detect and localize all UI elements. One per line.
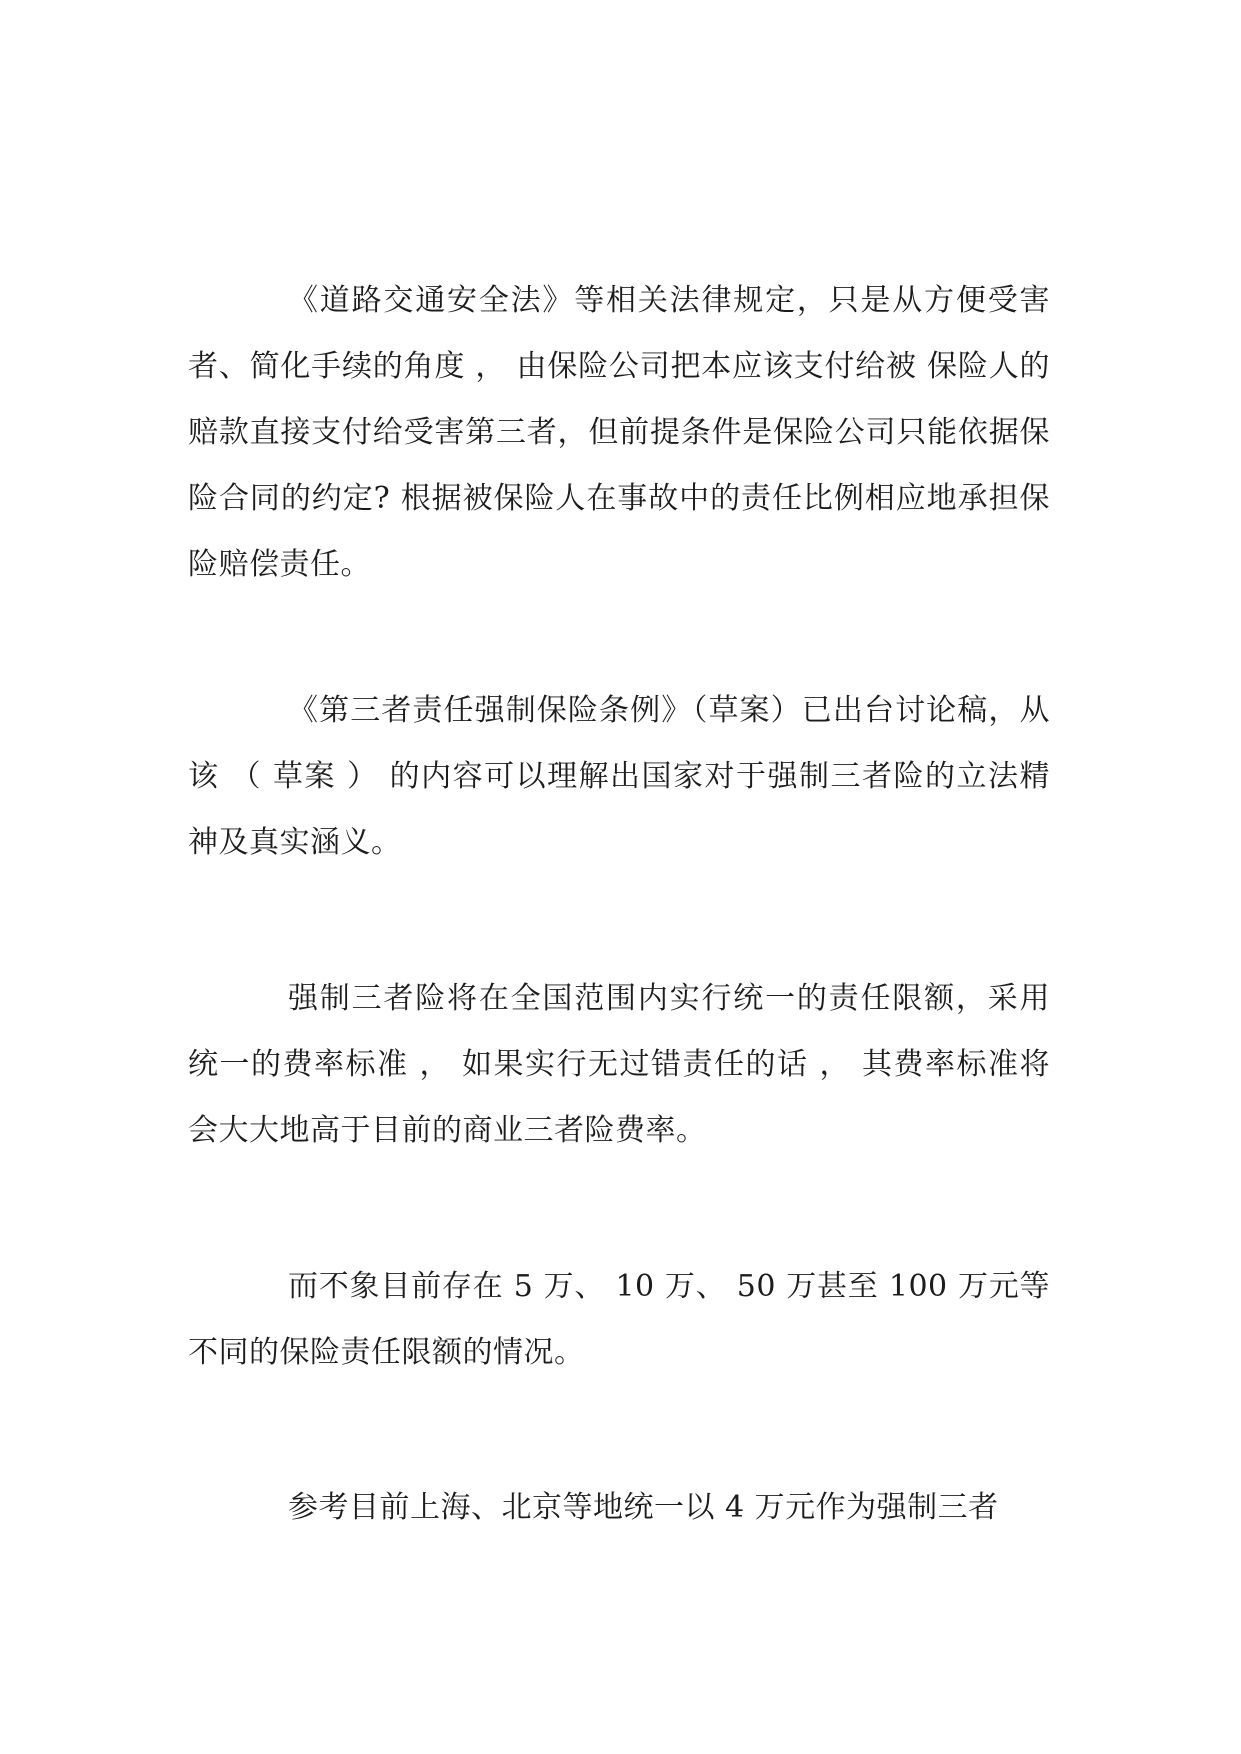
- paragraph-compulsory-insurance-regulation: 《第三者责任强制保险条例》（草案）已出台讨论稿，从该 （ 草案 ） 的内容可以理解出国家对于强制三者险的立法精神及真实涵义。: [188, 693, 1050, 860]
- paragraph-traffic-safety-law: 《道路交通安全法》等相关法律规定，只是从方便受害者、简化手续的角度 ， 由保险公司把本应该支付给被 保险人的赔款直接支付给受害第三者，但前提条件是保险公司只能依据保险合同的约定? 根据被保险人在事故中的责任比例相应地承担保险赔偿责任。: [188, 283, 1050, 582]
- paragraph-shanghai-beijing-reference: 参考目前上海、北京等地统一以 4 万元作为强制三者: [288, 1490, 999, 1525]
- paragraph-current-limits: 而不象目前存在 5 万、 10 万、 50 万甚至 100 万元等不同的保险责任限额的情况。: [188, 1269, 1050, 1370]
- paragraph-unified-liability-limit: 强制三者险将在全国范围内实行统一的责任限额，采用统一的费率标准 ， 如果实行无过错责任的话 ， 其费率标准将会大大地高于目前的商业三者险费率。: [188, 981, 1050, 1148]
